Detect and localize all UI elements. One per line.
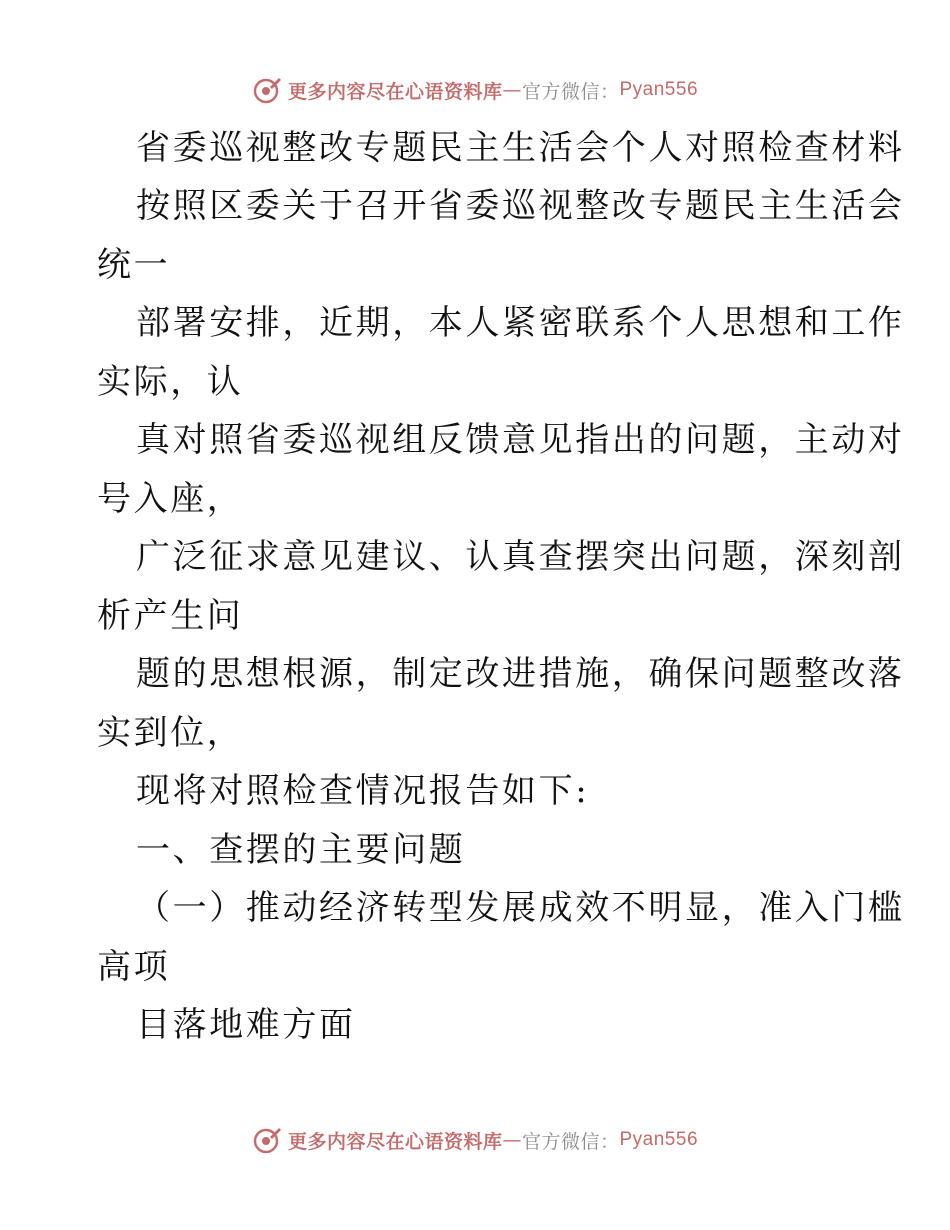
paragraph-line: 号入座， [97,479,244,519]
paragraph-line: 部署安排，近期，本人紧密联系个人思想和工作 [136,303,905,343]
banner-wechat-id: Pyan556 [619,79,699,100]
subsection-heading-cont: 目落地难方面 [136,1005,356,1045]
paragraph-line: 统一 [97,245,171,285]
paragraph-line: 析产生问 [97,596,244,636]
subsection-heading-cont: 高项 [97,947,171,987]
footer-banner [0,1120,950,1160]
banner-wechat-label: 官方微信： [521,80,620,103]
subsection-heading: （一）推动经济转型发展成效不明显，准入门槛 [136,888,905,928]
banner-dash: — [502,79,522,101]
paragraph-line: 真对照省委巡视组反馈意见指出的问题，主动对 [136,420,905,460]
banner-brand-text: 更多内容尽在心语资料库 [287,1130,503,1153]
paragraph-line: 现将对照检查情况报告如下: [136,771,590,811]
pen-nib-circle-icon [252,1125,282,1155]
section-heading: 一、查摆的主要问题 [136,830,466,870]
paragraph-line: 题的思想根源，制定改进措施，确保问题整改落 [136,654,905,694]
document-title: 省委巡视整改专题民主生活会个人对照检查材料 [136,128,905,168]
banner-wechat-id: Pyan556 [619,1129,699,1150]
paragraph-line: 实到位， [97,713,244,753]
paragraph-line: 广泛征求意见建议、认真查摆突出问题，深刻剖 [136,537,905,577]
banner-brand-text: 更多内容尽在心语资料库 [287,80,503,103]
banner-wechat-label: 官方微信： [521,1130,620,1153]
paragraph-line: 实际，认 [97,362,244,402]
banner-dash: — [502,1129,522,1151]
paragraph-line: 按照区委关于召开省委巡视整改专题民主生活会 [136,186,905,226]
